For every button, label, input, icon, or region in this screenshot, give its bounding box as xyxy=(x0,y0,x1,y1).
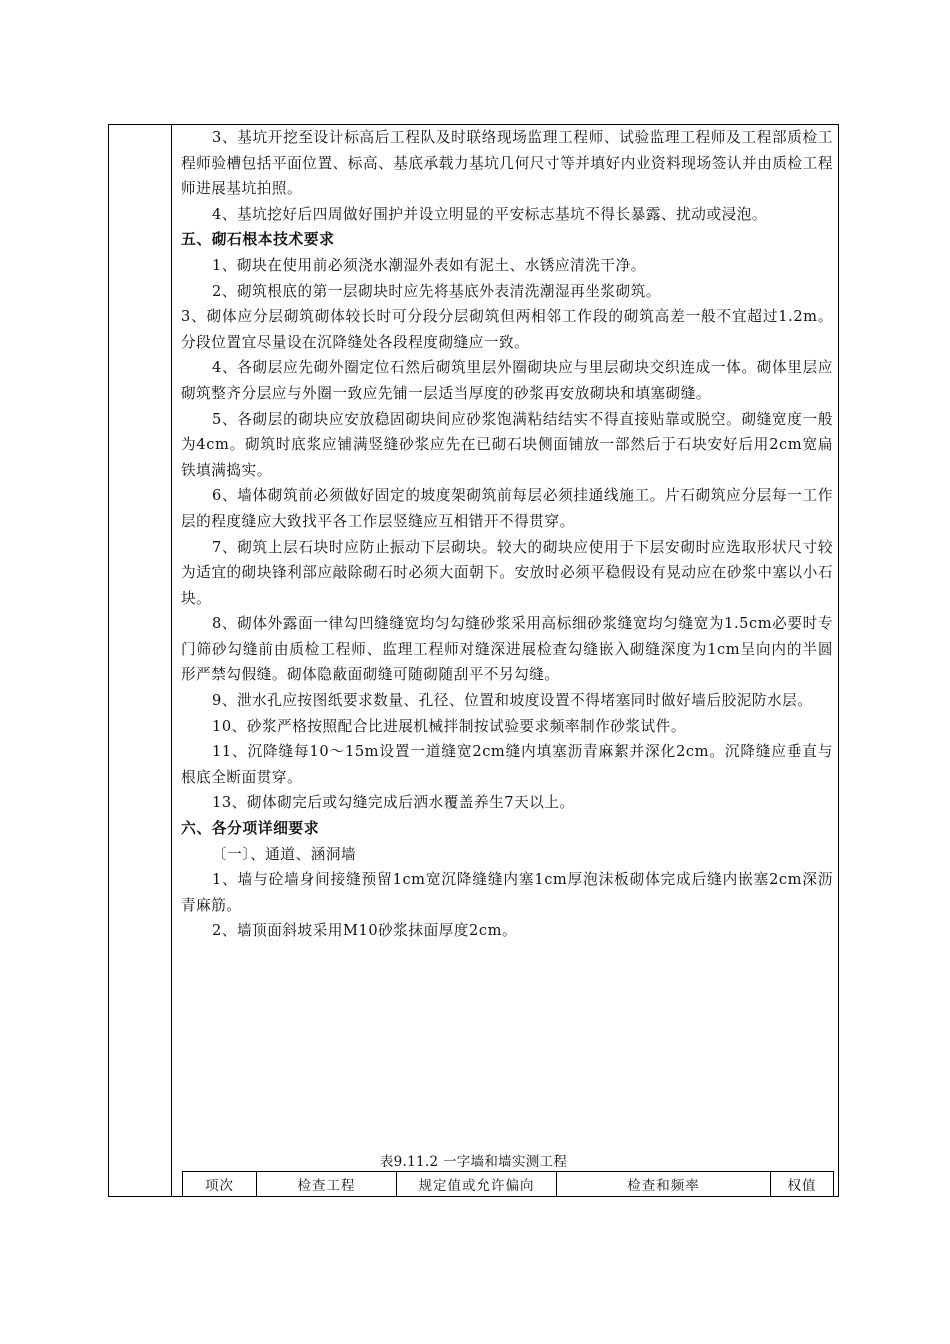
paragraph: 13、砌体砌完后或勾缝完成后洒水覆盖养生7天以上。 xyxy=(212,794,575,812)
paragraph: 8、砌体外露面一律勾凹缝缝宽均匀勾缝砂浆采用高标细砂浆缝宽均匀缝宽为1.5cm必要时专门筛砂勾缝前由质检工程师、监理工程师对缝深进展检查勾缝嵌入砌缝深度为1cm呈向内的半圆形严禁勾假缝。砌体隐蔽面砌缝可随砌随刮平不另勾缝。 xyxy=(181,615,833,684)
paragraph: 6、墙体砌筑前必须做好固定的坡度架砌筑前每层必须挂通线施工。片石砌筑应分层每一工作层的程度缝应大致找平各工作层竖缝应互相错开不得贯穿。 xyxy=(181,487,833,530)
header-cell: 检查和频率 xyxy=(557,1172,771,1196)
paragraph: 〔一〕、通道、涵洞墙 xyxy=(212,845,357,863)
inspection-table-header xyxy=(182,1171,834,1196)
table-caption: 表9.11.2 一字墙和墙实测工程 xyxy=(379,1154,568,1170)
left-label-column xyxy=(109,125,172,1196)
section-heading: 六、各分项详细要求 xyxy=(181,820,320,838)
content-cell xyxy=(181,125,833,944)
paragraph: 9、泄水孔应按图纸要求数量、孔径、位置和坡度设置不得堵塞同时做好墙后胶泥防水层。 xyxy=(212,692,813,710)
section-heading: 五、砌石根本技术要求 xyxy=(181,231,335,249)
header-cell: 权值 xyxy=(787,1178,817,1194)
paragraph: 3、砌体应分层砌筑砌体较长时可分段分层砌筑但两相邻工作段的砌筑高差一般不宜超过1.2m。分段位置宜尽量设在沉降缝处各段程度砌缝应一致。 xyxy=(181,308,833,351)
paragraph: 7、砌筑上层石块时应防止振动下层砌块。较大的砌块应使用于下层安砌时应选取形状尺寸较为适宜的砌块锋利部应敲除砌石时必须大面朝下。安放时必须平稳假设有晃动应在砂浆中塞以小石块。 xyxy=(181,538,833,607)
paragraph: 4、基坑挖好后四周做好围护并设立明显的平安标志基坑不得长暴露、扰动或浸泡。 xyxy=(212,205,768,223)
header-cell: 项次 xyxy=(183,1172,257,1196)
header-cell: 检查工程 xyxy=(257,1172,397,1196)
paragraph: 4、各砌层应先砌外圈定位石然后砌筑里层外圈砌块应与里层砌块交织连成一体。砌体里层应砌筑整齐分层应与外圈一致应先铺一层适当厚度的砂浆再安放砌块和填塞砌缝。 xyxy=(181,359,833,402)
paragraph: 3、基坑开挖至设计标高后工程队及时联络现场监理工程师、试验监理工程师及工程部质检工程师验槽包括平面位置、标高、基底承载力基坑几何尺寸等并填好内业资料现场签认并由质检工程师进展基坑拍照。 xyxy=(181,129,833,198)
paragraph: 1、砌块在使用前必须浇水潮湿外表如有泥土、水锈应清洗干净。 xyxy=(212,256,646,274)
document-table-frame xyxy=(108,124,839,1197)
paragraph: 2、墙顶面斜坡采用M10砂浆抹面厚度2cm。 xyxy=(212,922,518,940)
paragraph: 2、砌筑根底的第一层砌块时应先将基底外表清洗潮湿再坐浆砌筑。 xyxy=(212,282,662,300)
paragraph: 1、墙与砼墙身间接缝预留1cm宽沉降缝缝内塞1cm厚泡沫板砌体完成后缝内嵌塞2cm深沥青麻筋。 xyxy=(181,871,833,914)
paragraph: 10、砂浆严格按照配合比进展机械拌制按试验要求频率制作砂浆试件。 xyxy=(212,717,686,735)
paragraph: 11、沉降缝每10～15m设置一道缝宽2cm缝内填塞沥青麻絮并深化2cm。沉降缝应垂直与根底全断面贯穿。 xyxy=(181,743,833,786)
header-cell: 规定值或允许偏向 xyxy=(397,1172,557,1196)
paragraph: 5、各砌层的砌块应安放稳固砌块间应砂浆饱满粘结结实不得直接贴靠或脱空。砌缝宽度一般为4cm。砌筑时底浆应铺满竖缝砂浆应先在已砌石块侧面铺放一部然后于石块安好后用2cm宽扁铁填满捣实。 xyxy=(181,410,833,479)
